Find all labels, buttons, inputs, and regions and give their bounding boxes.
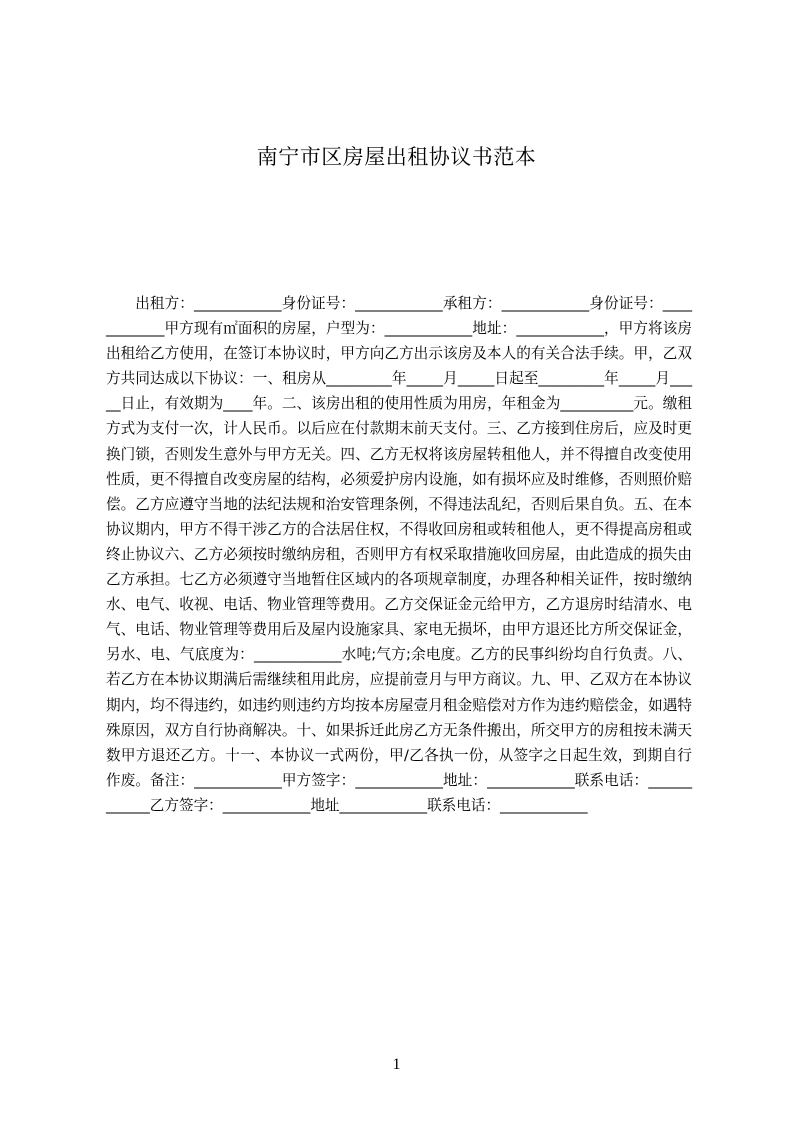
page-number: 1 [392, 1056, 401, 1073]
agreement-body-text: 出租方：____________身份证号：____________承租方：____________身份证号：____________甲方现有㎡面积的房屋，户型为：____________地址：____________，甲方将该房出租给乙方使用，在签订本协议时，甲方向乙方出示该房及本人的有关合法手续。甲，乙双方共同达成以下协议：一、租房从_________年_____月_____日起至_________年_____月_____日止，有效期为____年。二、该房出租的使用性质为用房，年租金为__________元。缴租方式为支付一次，计人民币。以后应在付款期末前天支付。三、乙方接到住房后，应及时更换门锁，否则发生意外与甲方无关。四、乙方无权将该房屋转租他人，并不得擅自改变使用性质，更不得擅自改变房屋的结构，必须爱护房内设施，如有损坏应及时维修，否则照价赔偿。乙方应遵守当地的法纪法规和治安管理条例，不得违法乱纪，否则后果自负。五、在本协议期内，甲方不得干涉乙方的合法居住权，不得收回房租或转租他人，更不得提高房租或终止协议六、乙方必须按时缴纳房租，否则甲方有权采取措施收回房屋，由此造成的损失由乙方承担。七乙方必须遵守当地暂住区域内的各项规章制度，办理各种相关证件，按时缴纳水、电气、收视、电话、物业管理等费用。乙方交保证金元给甲方，乙方退房时结清水、电气、电话、物业管理等费用后及屋内设施家具、家电无损坏，由甲方退还比方所交保证金，另水、电、气底度为：____________水吨;气方;余电度。乙方的民事纠纷均自行负责。八、若乙方在本协议期满后需继续租用此房，应提前壹月与甲方商议。九、甲、乙双方在本协议期内，均不得违约，如违约则违约方均按本房屋壹月租金赔偿对方作为违约赔偿金，如遇特殊原因，双方自行协商解决。十、如果拆迁此房乙方无条件搬出，所交甲方的房租按未满天数甲方退还乙方。十一、本协议一式两份，甲/乙各执一份，从签字之日起生效，到期自行作废。备注：____________甲方签字：____________地址：____________联系电话：____________乙方签字：____________地址____________联系电话：____________ [106, 295, 692, 814]
page-title: 南宁市区房屋出租协议书范本 [256, 145, 537, 169]
